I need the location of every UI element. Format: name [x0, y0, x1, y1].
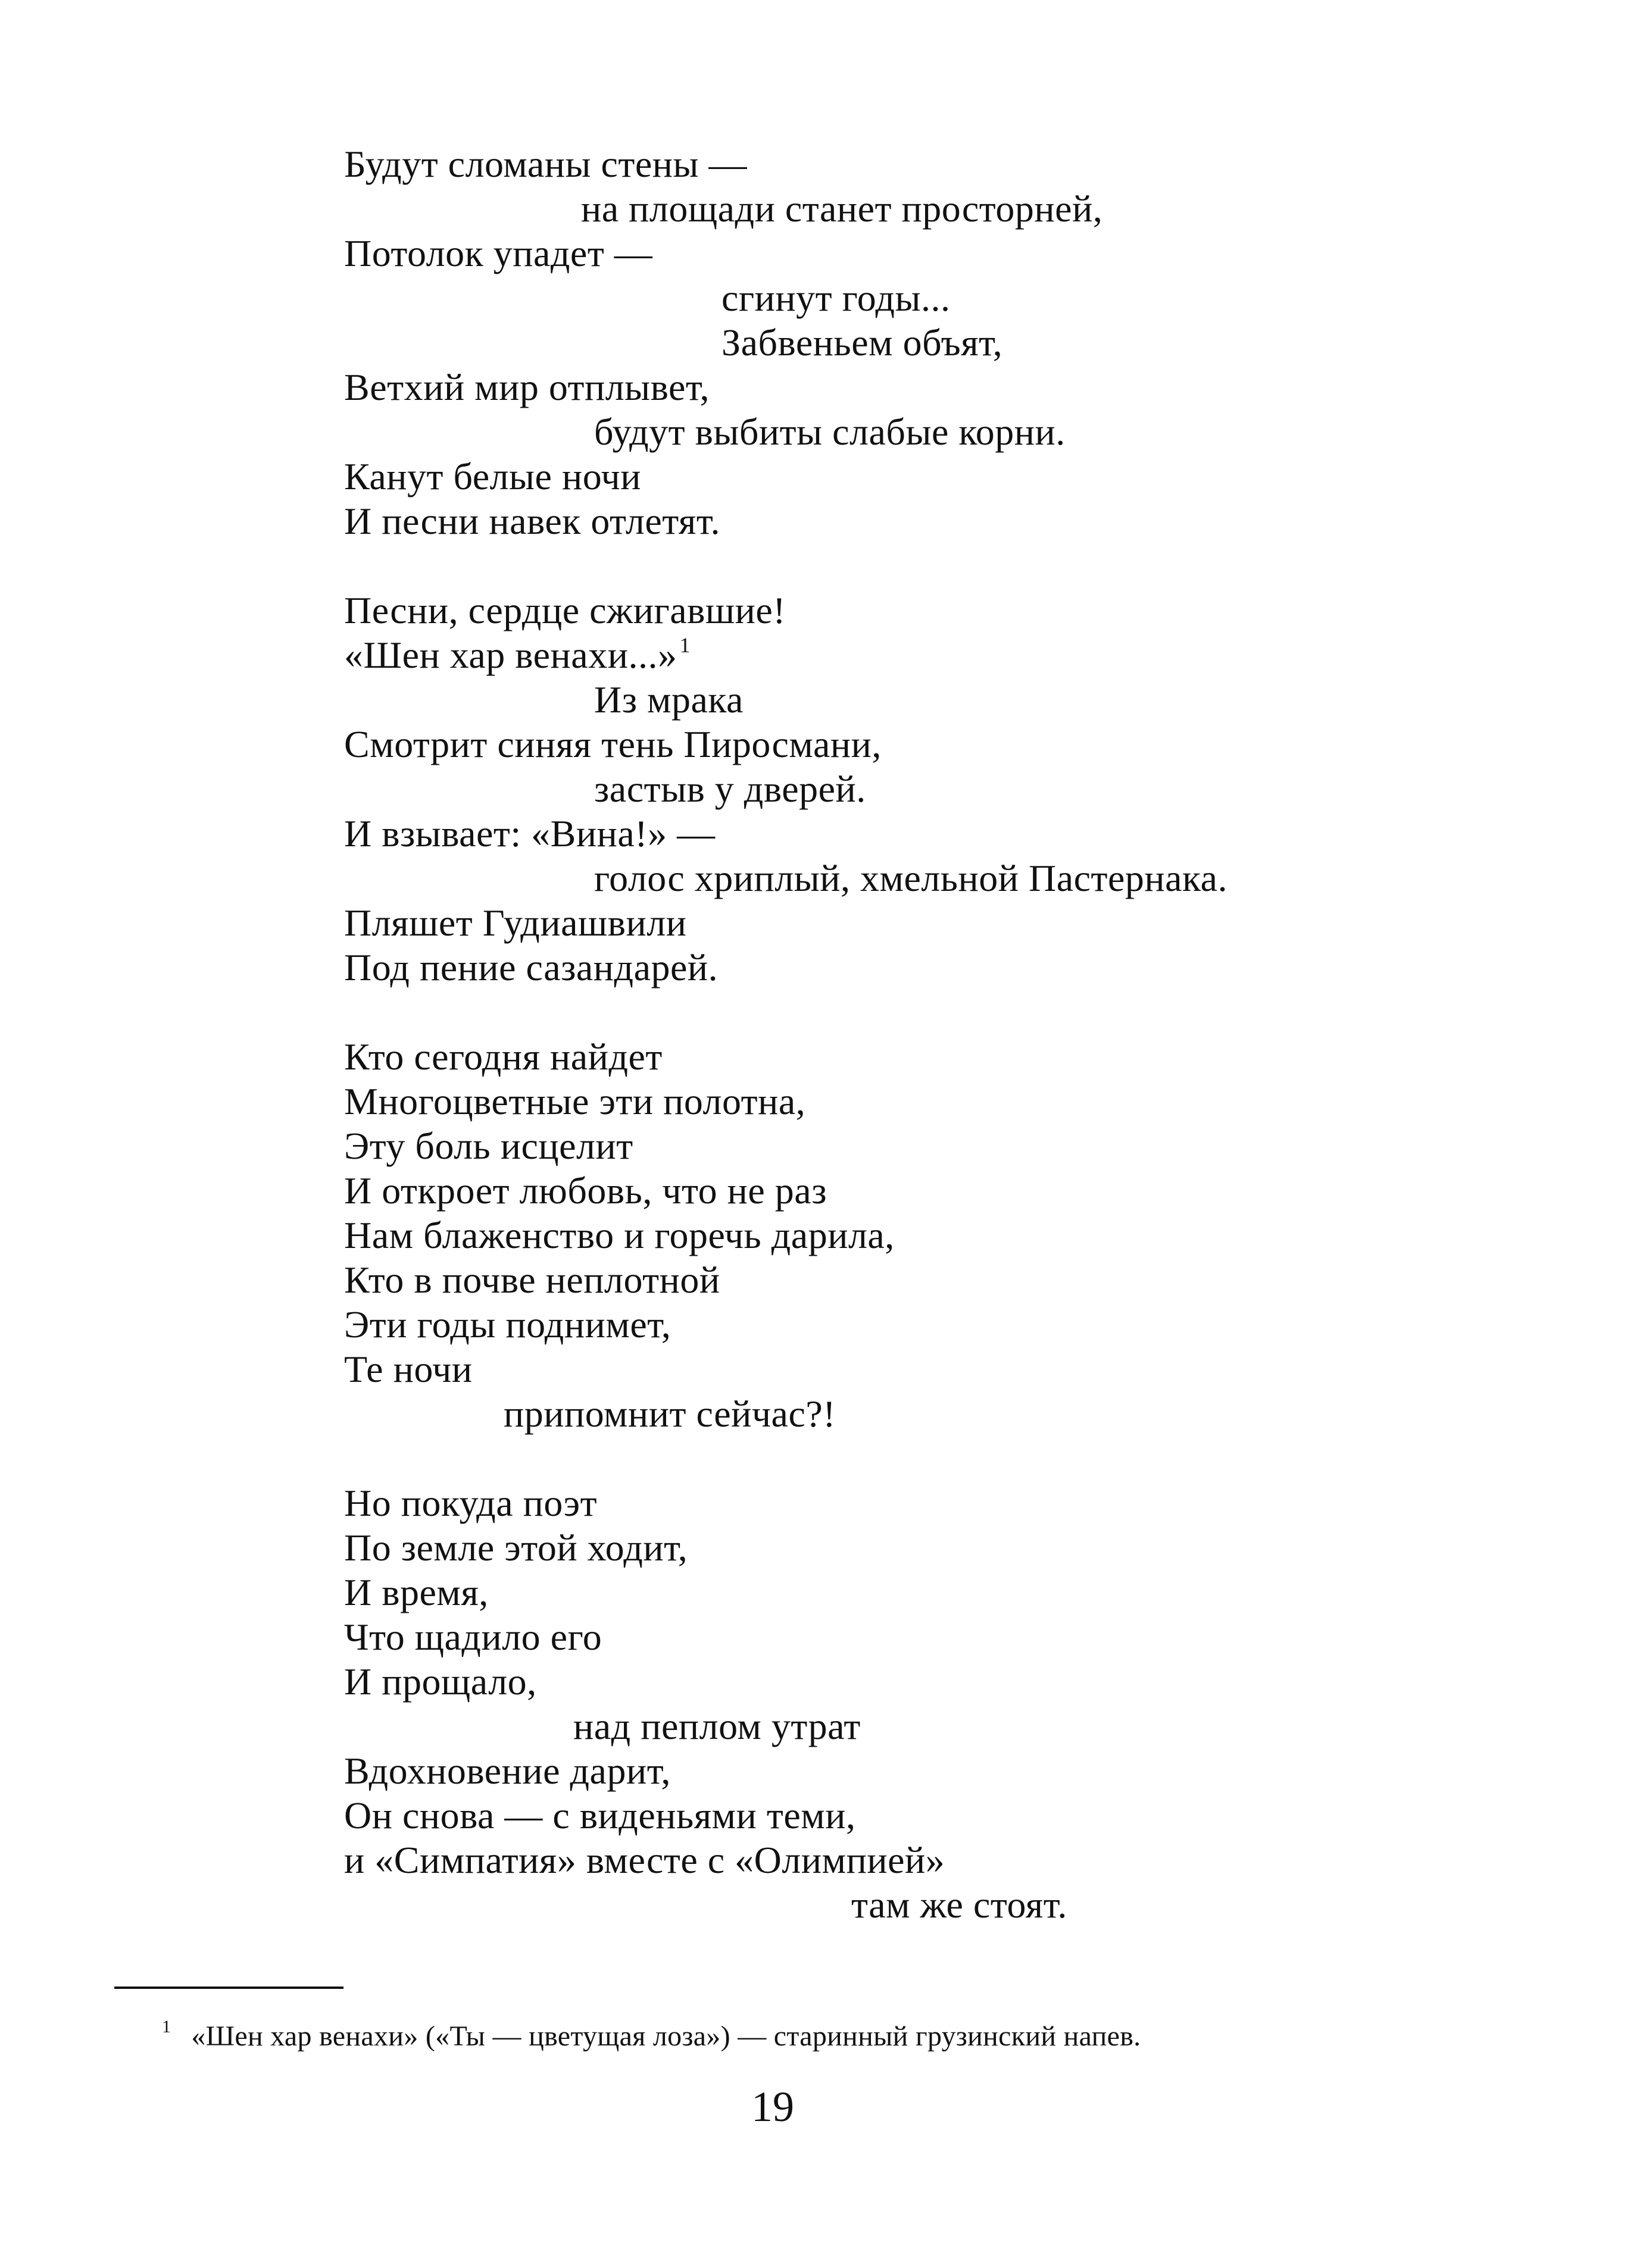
stanza-break — [344, 990, 1535, 1034]
footnote — [162, 2019, 1141, 2054]
poem-line: и «Симпатия» вместе с «Олимпией» — [344, 1839, 945, 1881]
poem-line: Что щадило его — [344, 1616, 602, 1658]
footnote-reference[interactable]: 1 — [679, 633, 691, 657]
poem-line: Потолок упадет — — [344, 232, 653, 274]
poem-line: И песни навек отлетят. — [344, 500, 720, 542]
poem-line: Кто сегодня найдет — [344, 1036, 663, 1078]
poem-line: И время, — [344, 1571, 489, 1613]
poem-line: Песни, сердце сжигавшие! — [344, 589, 786, 631]
page-number: 19 — [751, 2083, 794, 2131]
poem-line: Забвеньем объят, — [721, 321, 1003, 364]
poem-line: И взывает: «Вина!» — — [344, 812, 716, 855]
poem-line: сгинут годы... — [721, 277, 951, 319]
poem-line: там же стоят. — [851, 1884, 1067, 1926]
poem-line: По земле этой ходит, — [344, 1526, 688, 1569]
poem-line: Многоцветные эти полотна, — [344, 1080, 806, 1122]
stanza-break — [344, 1436, 1535, 1481]
poem-line: Эту боль исцелит — [344, 1125, 633, 1167]
poem-line: будут выбиты слабые корни. — [594, 411, 1066, 453]
poem-line — [344, 633, 1535, 677]
poem-line: Эти годы поднимет, — [344, 1303, 671, 1346]
poem-text — [344, 142, 1535, 1927]
footnote-text: «Шен хар венахи» («Ты — цветущая лоза») — старинный грузинский напев. — [191, 2020, 1141, 2052]
poem-line: И прощало, — [344, 1660, 537, 1703]
stanza-break — [344, 543, 1535, 588]
footnote-mark: 1 — [162, 2017, 171, 2036]
poem-line: Из мрака — [594, 678, 744, 721]
poem-line: Кто в почве неплотной — [344, 1259, 720, 1301]
poem-line: И откроет любовь, что не раз — [344, 1169, 827, 1212]
poem-line: припомнит сейчас?! — [504, 1393, 836, 1435]
poem-line: над пеплом утрат — [573, 1705, 861, 1747]
poem-line: Но покуда поэт — [344, 1482, 598, 1524]
poem-line: Смотрит синяя тень Пиросмани, — [344, 723, 882, 765]
poem-line: Те ночи — [344, 1348, 473, 1390]
poem-line: Ветхий мир отплывет, — [344, 366, 710, 408]
poem-line: Нам блаженство и горечь дарила, — [344, 1214, 895, 1256]
song-title: «Шен хар венахи...» — [344, 634, 677, 676]
poem-line: Будут сломаны стены — — [344, 143, 748, 185]
footnote-divider — [114, 1987, 343, 1989]
poem-line: на площади станет просторней, — [581, 187, 1103, 230]
poem-line: Вдохновение дарит, — [344, 1750, 671, 1792]
poem-line: Пляшет Гудиашвили — [344, 902, 687, 944]
poem-line: застыв у дверей. — [594, 768, 866, 810]
poem-line: Под пение сазандарей. — [344, 946, 719, 988]
poem-line: Канут белые ночи — [344, 455, 641, 498]
poem-line: голос хриплый, хмельной Пастернака. — [594, 857, 1228, 899]
poem-line: Он снова — с виденьями теми, — [344, 1794, 856, 1837]
